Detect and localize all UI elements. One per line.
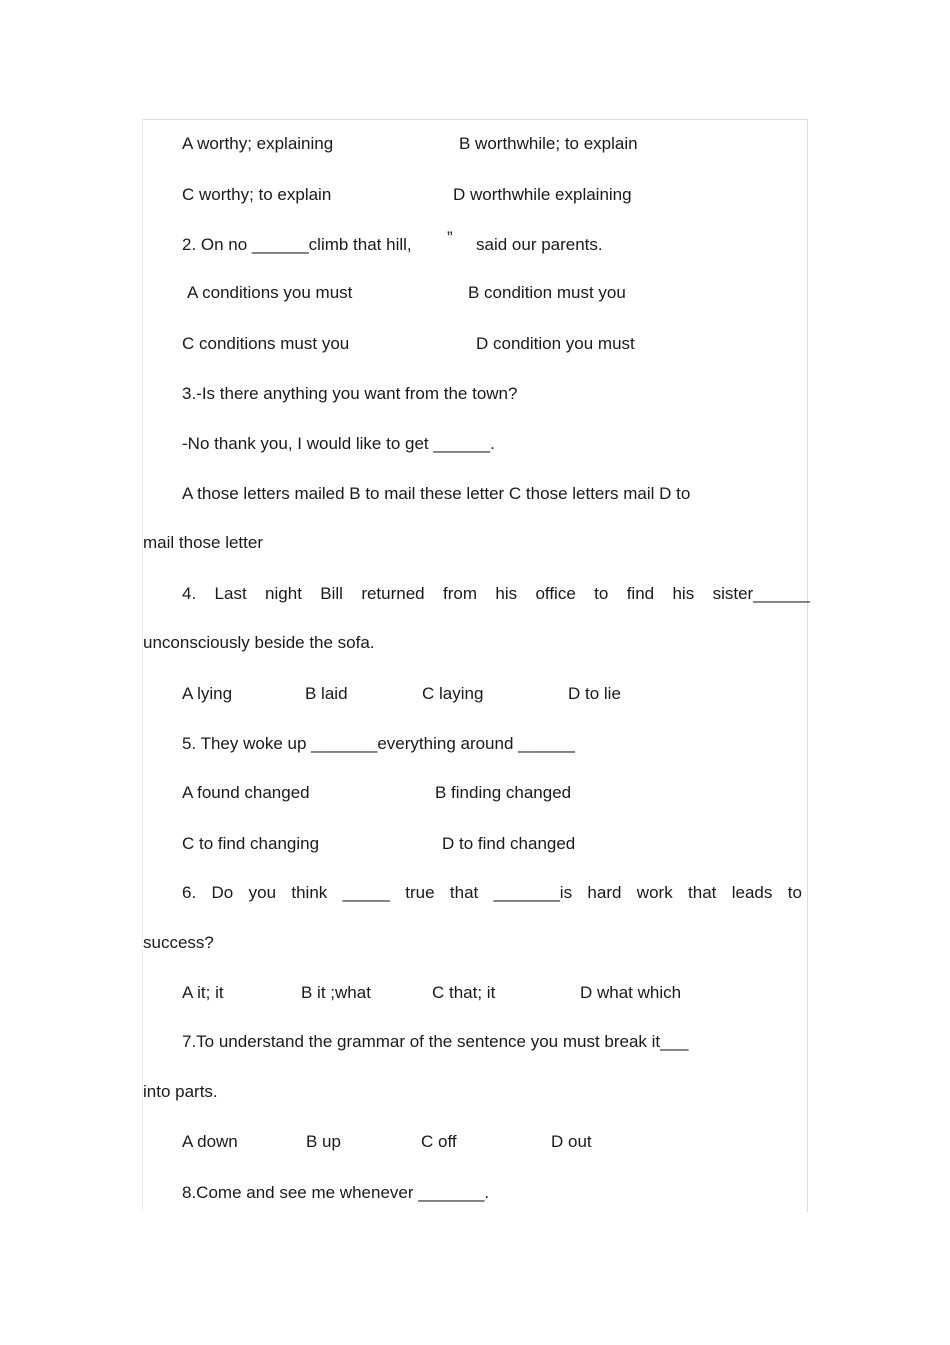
q2-quote-mark: ” [447, 228, 453, 247]
q4-word: Last [214, 584, 247, 603]
q2-option-d: D condition you must [476, 334, 635, 353]
q2-option-b: B condition must you [468, 283, 626, 302]
q3-options-line2: mail those letter [143, 533, 263, 552]
q5-option-a: A found changed [182, 783, 310, 802]
q4-option-d: D to lie [568, 684, 621, 703]
q6-option-a: A it; it [182, 983, 224, 1002]
q7-option-c: C off [421, 1132, 457, 1151]
q4-word: returned [361, 584, 425, 603]
q1-option-d: D worthwhile explaining [453, 185, 632, 204]
q6-word: to [787, 883, 802, 902]
q7-stem-continued: into parts. [143, 1082, 218, 1101]
q4-word: his [495, 584, 518, 603]
q6-word: 6. [182, 883, 197, 902]
q6-stem [182, 883, 802, 903]
q2-option-c: C conditions must you [182, 334, 350, 353]
q4-stem [182, 584, 810, 604]
q7-option-b: B up [306, 1132, 341, 1151]
q6-word: that [688, 883, 717, 902]
q1-option-a: A worthy; explaining [182, 134, 334, 153]
q4-option-b: B laid [305, 684, 348, 703]
q5-option-b: B finding changed [435, 783, 572, 802]
q5-option-d: D to find changed [442, 834, 576, 853]
q4-option-a: A lying [182, 684, 233, 703]
q3-stem: 3.-Is there anything you want from the town? [182, 384, 518, 403]
q1-option-b: B worthwhile; to explain [459, 134, 638, 153]
q4-option-c: C laying [422, 684, 484, 703]
q3-options-line1: A those letters mailed B to mail these letter C those letters mail D to [182, 484, 691, 503]
q4-word: find [626, 584, 655, 603]
q6-option-c: C that; it [432, 983, 496, 1002]
q6-word: true [405, 883, 435, 902]
q6-stem-continued: success? [143, 933, 214, 952]
q6-option-d: D what which [580, 983, 682, 1002]
q6-word: hard [587, 883, 622, 902]
q5-stem: 5. They woke up _______everything around ______ [182, 734, 575, 753]
q1-option-c: C worthy; to explain [182, 185, 332, 204]
q4-word: Bill [320, 584, 343, 603]
q6-word: you [248, 883, 277, 902]
q4-word: from [443, 584, 477, 603]
q6-word: _______is [493, 883, 573, 902]
q4-word: office [535, 584, 576, 603]
q4-word: 4. [182, 584, 197, 603]
q6-word: Do [211, 883, 234, 902]
q4-word: to [594, 584, 609, 603]
q3-reply: -No thank you, I would like to get ______. [182, 434, 495, 453]
q6-option-b: B it ;what [301, 983, 371, 1002]
q8-stem: 8.Come and see me whenever _______. [182, 1183, 490, 1202]
q4-word: his [672, 584, 695, 603]
q6-word: leads [731, 883, 773, 902]
q4-stem-continued: unconsciously beside the sofa. [143, 633, 375, 652]
q6-word: that [449, 883, 479, 902]
q2-stem-end: said our parents. [476, 235, 603, 254]
q2-stem: 2. On no ______climb that hill, [182, 235, 412, 254]
q6-word: _____ [342, 883, 390, 902]
q5-option-c: C to find changing [182, 834, 320, 853]
q2-option-a: A conditions you must [187, 283, 353, 302]
q7-option-d: D out [551, 1132, 592, 1151]
q4-word: sister______ [712, 584, 810, 603]
q7-option-a: A down [182, 1132, 238, 1151]
q7-stem: 7.To understand the grammar of the sentence you must break it___ [182, 1032, 689, 1051]
q4-word: night [265, 584, 302, 603]
q6-word: think [291, 883, 328, 902]
q6-word: work [636, 883, 673, 902]
